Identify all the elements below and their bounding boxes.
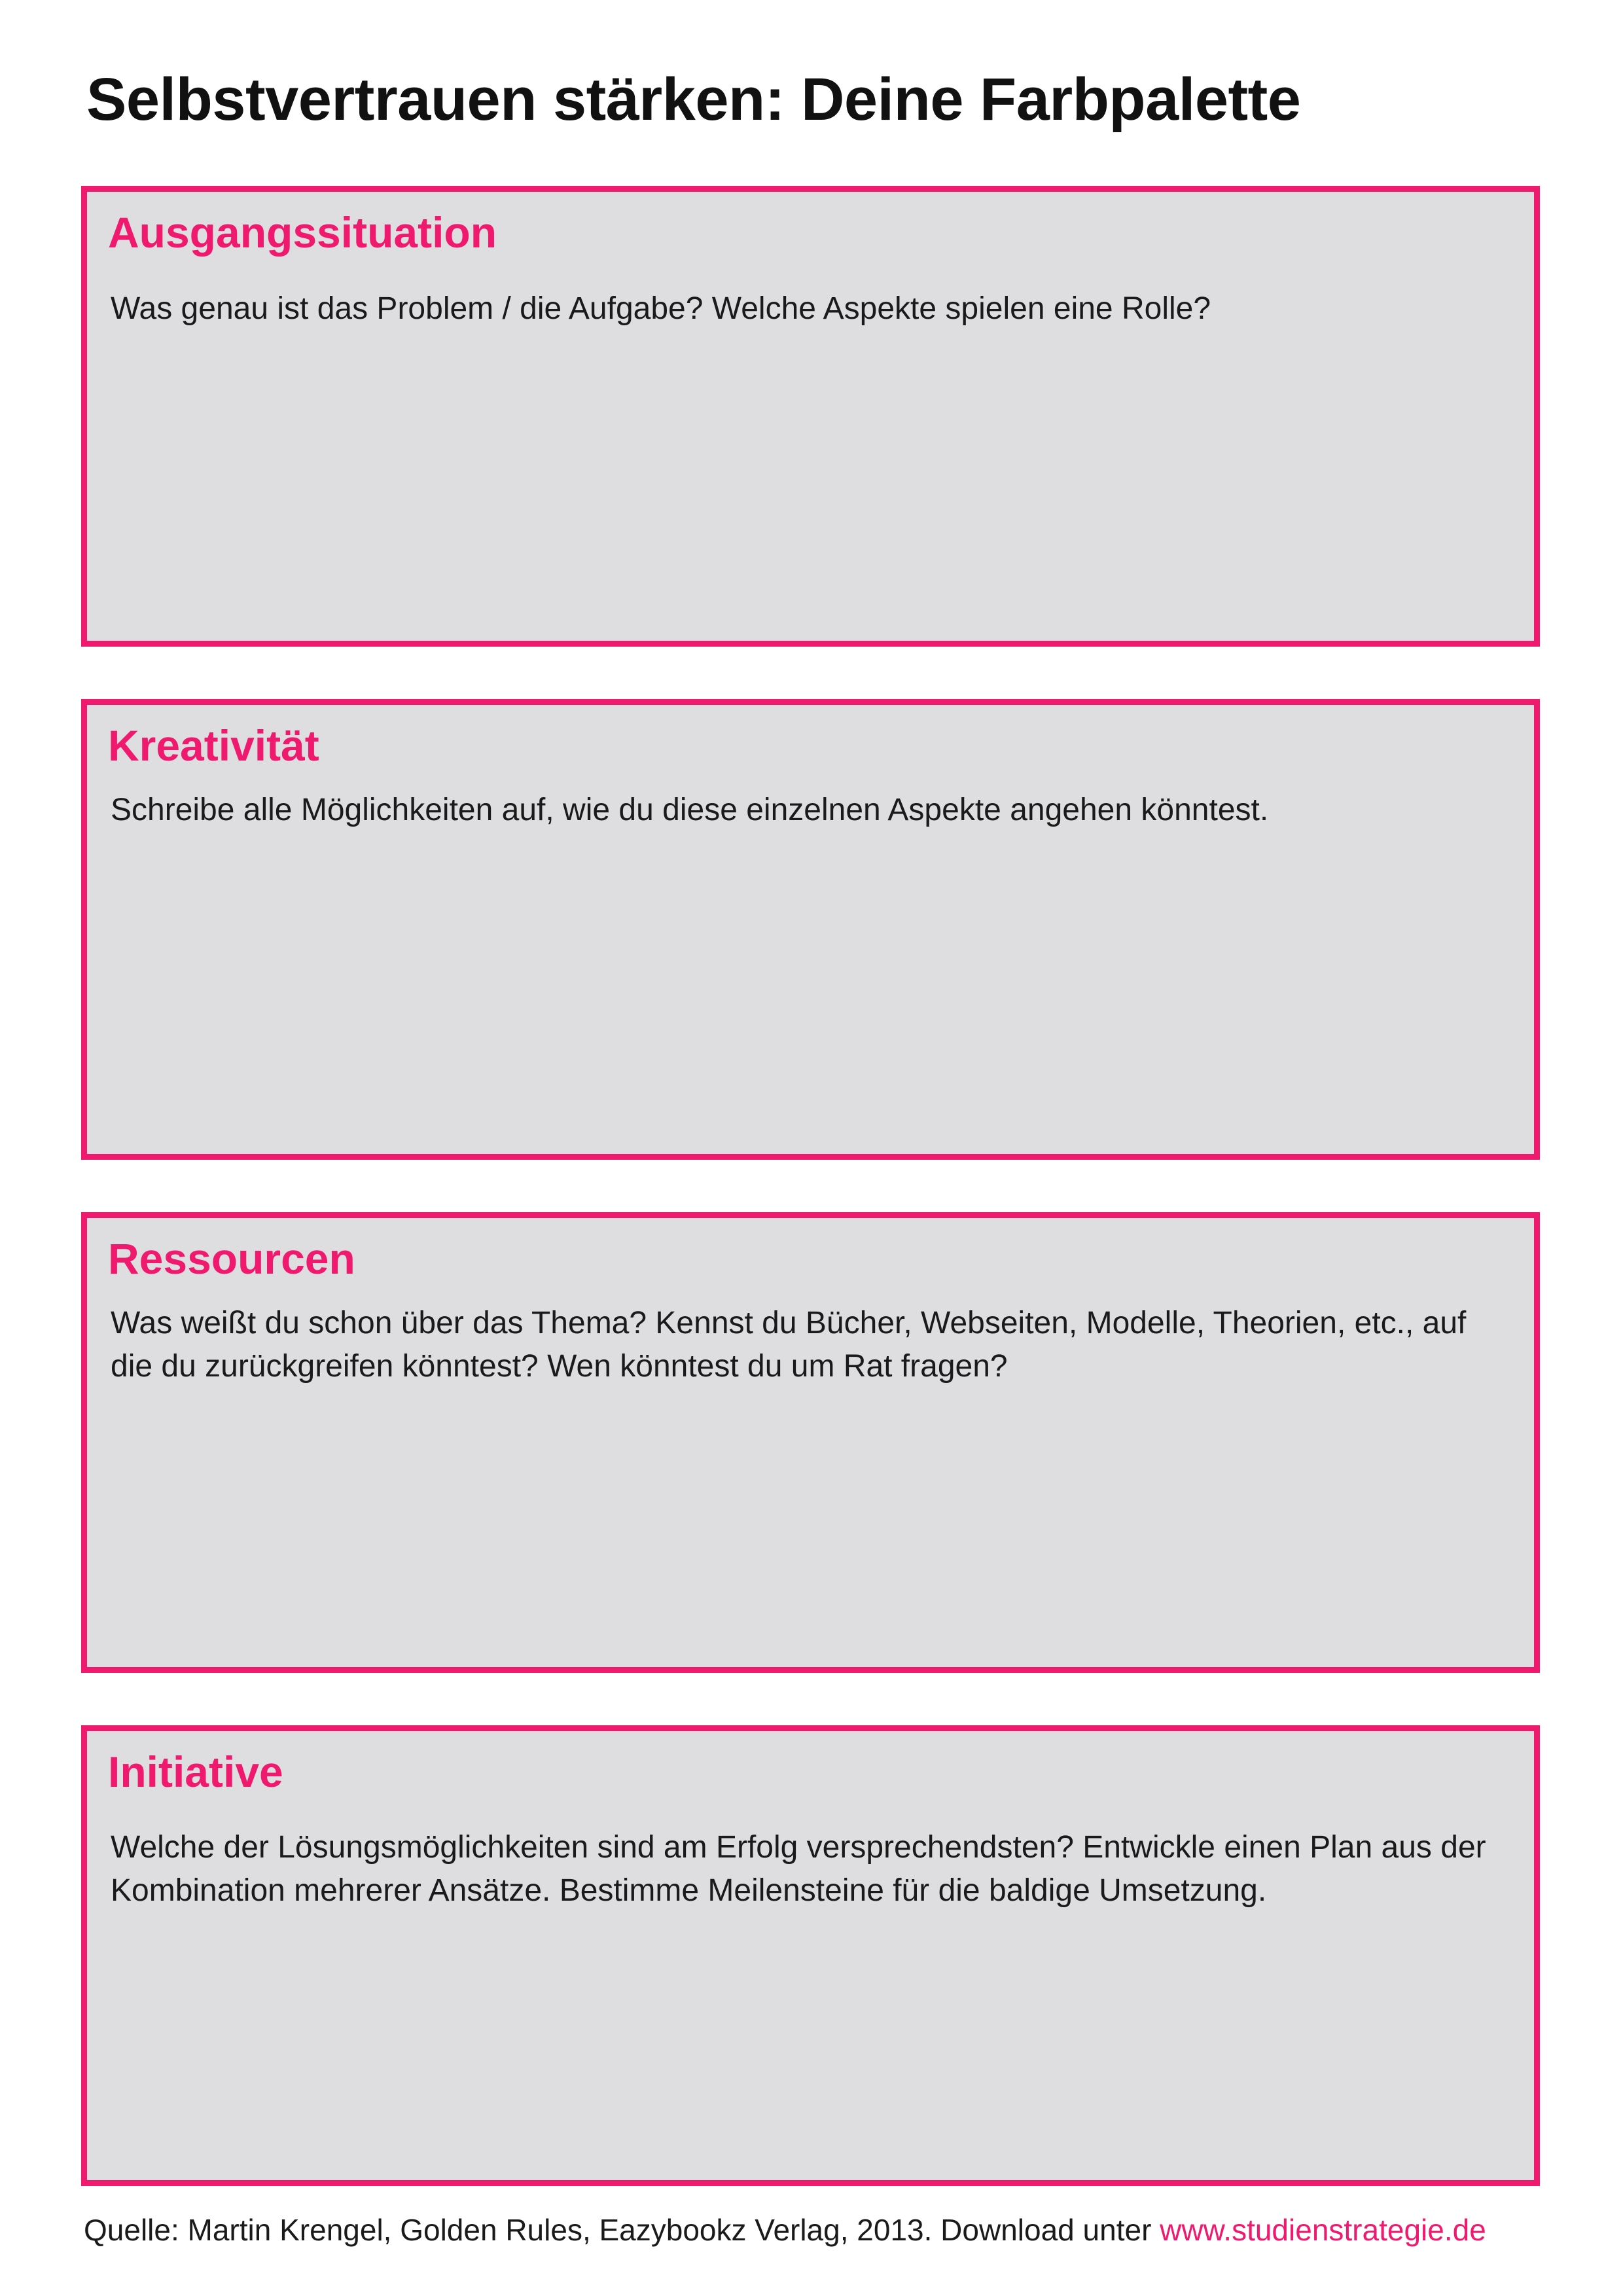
section-ressourcen[interactable] [81,1212,1540,1673]
section-heading: Ressourcen [108,1234,355,1283]
footer-source-text: Quelle: Martin Krengel, Golden Rules, Eazybookz Verlag, 2013. Download unter [84,2213,1160,2247]
footer-link[interactable]: www.studienstrategie.de [1160,2213,1486,2247]
section-heading: Initiative [108,1748,283,1796]
section-heading: Ausgangssituation [108,208,497,257]
footer-source [84,2212,1486,2248]
section-initiative[interactable] [81,1725,1540,2186]
section-prompt: Was weißt du schon über das Thema? Kennst du Bücher, Webseiten, Modelle, Theorien, etc., auf die du zurückgreifen könntest? Wen könntest du um Rat fragen? [111,1306,1467,1384]
section-prompt: Schreibe alle Möglichkeiten auf, wie du diese einzelnen Aspekte angehen könntest. [111,793,1269,827]
section-heading: Kreativität [108,721,319,770]
section-kreativitaet[interactable] [81,699,1540,1160]
section-prompt: Was genau ist das Problem / die Aufgabe? Welche Aspekte spielen eine Rolle? [111,291,1211,326]
section-ausgangssituation[interactable] [81,186,1540,647]
page-title: Selbstvertrauen stärken: Deine Farbpalette [86,66,1301,133]
section-prompt: Welche der Lösungsmöglichkeiten sind am Erfolg versprechendsten? Entwickle einen Plan aus der Kombination mehrerer Ansätze. Bestimme Meilensteine für die baldige Umsetzung. [111,1830,1486,1908]
